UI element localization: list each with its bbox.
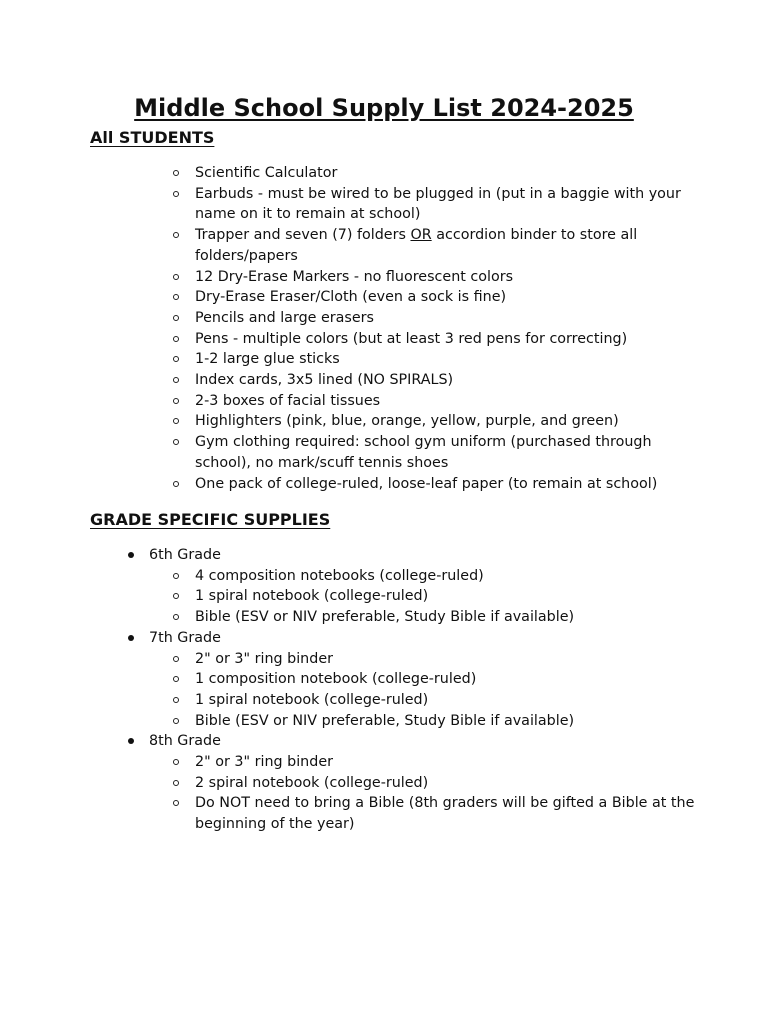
list-item-text: Scientific Calculator [195,165,338,181]
list-item [195,329,695,350]
list-item [195,411,695,432]
list-item-text: Pens - multiple colors (but at least 3 red pens for correcting) [195,330,628,347]
list-item [195,773,709,794]
hollow-bullet-icon [173,759,179,765]
filled-bullet-icon [128,552,134,558]
list-item [195,474,695,495]
list-item [195,163,695,184]
list-item-text: 2 spiral notebook (college-ruled) [195,774,429,791]
list-item-text: 4 composition notebooks (college-ruled) [195,567,484,584]
list-item-text: 1 composition notebook (college-ruled) [195,671,477,688]
list-item-text: Highlighters (pink, blue, orange, yellow, purple, and green) [195,413,619,430]
grade-supply-list [195,752,709,835]
grade-item-8th [149,731,709,835]
hollow-bullet-icon [173,294,179,300]
list-item [195,349,695,370]
hollow-bullet-icon [173,232,179,238]
all-students-list [195,163,695,494]
list-item [195,752,709,773]
list-item-text: 1 spiral notebook (college-ruled) [195,588,429,605]
list-item-text: 2" or 3" ring binder [195,650,333,667]
list-item [195,711,709,732]
hollow-bullet-icon [173,780,179,786]
list-item [195,308,695,329]
list-item-text: Index cards, 3x5 lined (NO SPIRALS) [195,372,454,389]
list-item [195,690,709,711]
list-item [195,607,709,628]
list-item [195,432,695,473]
list-item-text: Gym clothing required: school gym uniform (purchased through school), no mark/scuff tennis shoes [195,434,652,471]
hollow-bullet-icon [173,356,179,362]
hollow-bullet-icon [173,593,179,599]
list-item [195,649,709,670]
grade-label: 6th Grade [149,547,221,563]
list-item [195,391,695,412]
grade-item-7th [149,628,709,732]
grade-label: 7th Grade [149,629,221,646]
list-item [195,793,709,834]
grade-item-6th [149,545,709,628]
hollow-bullet-icon [173,274,179,280]
list-item [195,267,695,288]
grade-label: 8th Grade [149,733,221,750]
list-item [195,669,709,690]
list-item-text: Bible (ESV or NIV preferable, Study Bible if available) [195,712,575,729]
list-item-text-after: accordion binder to store all folders/papers [195,227,638,264]
hollow-bullet-icon [173,656,179,662]
list-item-text-underlined: OR [410,227,432,244]
list-item-text-before: Trapper and seven (7) folders [195,227,411,244]
list-item-text: 12 Dry-Erase Markers - no fluorescent colors [195,268,514,285]
hollow-bullet-icon [173,697,179,703]
grade-specific-list [149,545,709,835]
hollow-bullet-icon [173,439,179,445]
hollow-bullet-icon [173,800,179,806]
list-item-text: 2" or 3" ring binder [195,754,333,771]
hollow-bullet-icon [173,315,179,321]
list-item-text: 1 spiral notebook (college-ruled) [195,691,429,708]
grade-supply-list [195,649,709,732]
hollow-bullet-icon [173,676,179,682]
list-item [195,370,695,391]
list-item [195,586,709,607]
list-item [195,225,695,266]
list-item-text: 1-2 large glue sticks [195,351,340,368]
hollow-bullet-icon [173,573,179,579]
hollow-bullet-icon [173,718,179,724]
hollow-bullet-icon [173,418,179,424]
list-item-text: Bible (ESV or NIV preferable, Study Bible if available) [195,609,575,626]
list-item [195,287,695,308]
filled-bullet-icon [128,635,134,641]
hollow-bullet-icon [173,614,179,620]
grade-supply-list [195,566,709,628]
list-item [195,566,709,587]
hollow-bullet-icon [173,377,179,383]
list-item-text: Do NOT need to bring a Bible (8th graders will be gifted a Bible at the beginning of the year) [195,795,695,833]
list-item-text: 2-3 boxes of facial tissues [195,392,381,409]
hollow-bullet-icon [173,398,179,404]
hollow-bullet-icon [173,336,179,342]
page-title: Middle School Supply List 2024-2025 [134,94,634,122]
all-students-heading: All STUDENTS [90,128,215,147]
list-item-text: Pencils and large erasers [195,309,374,326]
grade-specific-heading: GRADE SPECIFIC SUPPLIES [90,510,331,529]
list-item-text: One pack of college-ruled, loose-leaf paper (to remain at school) [195,475,658,492]
hollow-bullet-icon [173,170,179,176]
hollow-bullet-icon [173,191,179,197]
list-item [195,184,695,225]
hollow-bullet-icon [173,481,179,487]
list-item-text: Earbuds - must be wired to be plugged in (put in a baggie with your name on it to remain at school) [195,185,681,223]
list-item-text: Dry-Erase Eraser/Cloth (even a sock is fine) [195,289,507,306]
filled-bullet-icon [128,738,134,744]
